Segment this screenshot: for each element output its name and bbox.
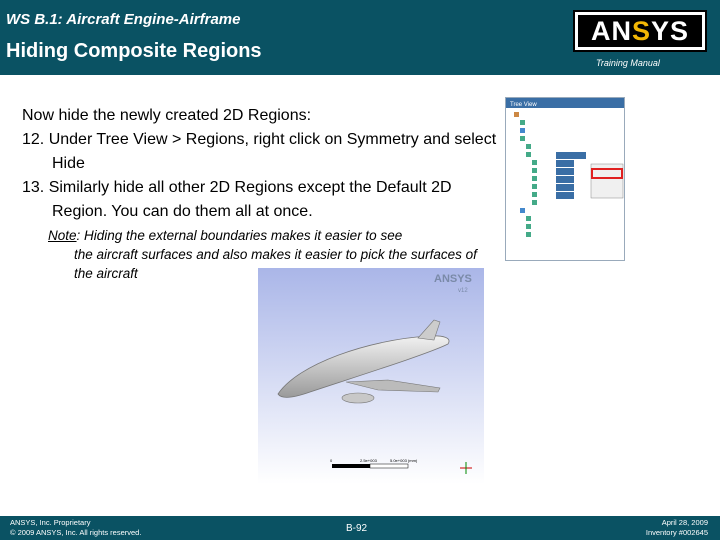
ansys-logo [573, 10, 707, 52]
aircraft-graphics-window [258, 268, 484, 484]
svg-text:Tree View: Tree View [510, 102, 537, 108]
svg-text:0: 0 [330, 458, 333, 463]
note-label: Note [48, 228, 77, 243]
step-13: 13. Similarly hide all other 2D Regions except the Default 2D Region. You can do them all at once. [22, 179, 452, 220]
svg-text:2.5e+003: 2.5e+003 [360, 458, 377, 463]
instructions [22, 104, 502, 224]
training-manual-label: Training Manual [596, 58, 660, 68]
aircraft-render [258, 268, 484, 484]
footer-date: April 28, 2009 [661, 518, 708, 527]
tree-view-image [506, 98, 624, 260]
footer-bar [0, 516, 720, 540]
footer-inventory: Inventory #002645 [645, 528, 708, 537]
footer-rights: © 2009 ANSYS, Inc. All rights reserved. [10, 528, 142, 537]
intro-text: Now hide the newly created 2D Regions: [22, 107, 312, 124]
header-bar [0, 0, 720, 75]
footer-date-block [646, 518, 708, 538]
note-continuation: the aircraft surfaces and also makes it easier to pick the surfaces of the aircraft [74, 247, 477, 281]
page-number: B-92 [346, 523, 368, 534]
workshop-subtitle: WS B.1: Aircraft Engine-Airframe [6, 11, 241, 28]
step-12: 12. Under Tree View > Regions, right click on Symmetry and select Hide [22, 131, 497, 172]
footer-copyright [10, 518, 141, 538]
svg-text:v12: v12 [458, 288, 468, 294]
tree-view-screenshot [505, 97, 625, 261]
footer-proprietary: ANSYS, Inc. Proprietary [10, 518, 91, 527]
note-text: : Hiding the external boundaries makes it easier to see [76, 228, 403, 243]
logo-text: ANSYS [578, 15, 702, 47]
page-title: Hiding Composite Regions [6, 40, 262, 62]
svg-text:ANSYS: ANSYS [434, 273, 472, 285]
svg-text:5.0e+003 (mm): 5.0e+003 (mm) [390, 458, 418, 463]
